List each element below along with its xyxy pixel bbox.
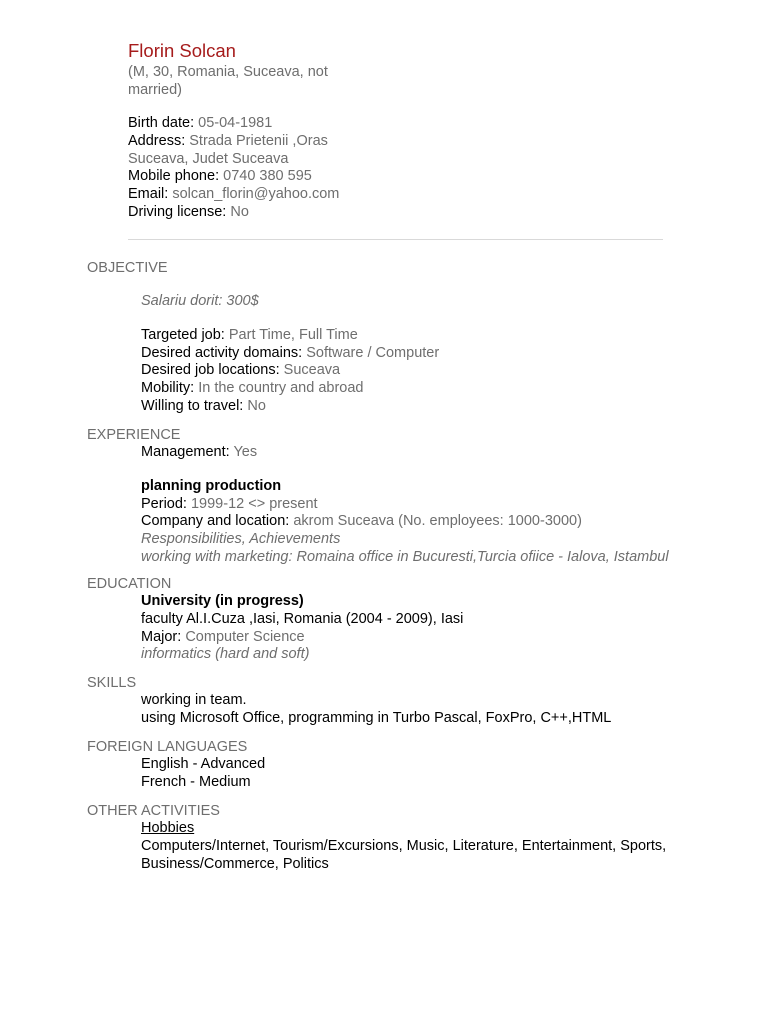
objective-row — [141, 380, 741, 398]
candidate-name: Florin Solcan — [128, 40, 236, 61]
contact-value: 0740 380 595 — [223, 168, 312, 185]
management-label: Management: — [141, 444, 230, 460]
section-heading-other-activities: OTHER ACTIVITIES — [87, 803, 220, 819]
hobbies-line: Business/Commerce, Politics — [141, 855, 329, 872]
desired-salary: Salariu dorit: 300$ — [141, 293, 259, 309]
objective-section — [141, 293, 741, 416]
objective-value: Software / Computer — [306, 344, 440, 361]
objective-value: No — [247, 397, 266, 414]
objective-label: Desired activity domains: — [141, 344, 303, 361]
education-title: University (in progress) — [141, 593, 304, 609]
objective-label: Targeted job: — [141, 326, 225, 343]
education-note: informatics (hard and soft) — [141, 646, 310, 663]
period-value: 1999-12 <> present — [190, 495, 318, 512]
management-value: Yes — [233, 444, 258, 460]
objective-value: Suceava — [283, 362, 341, 379]
contact-label: Driving license: — [128, 203, 227, 220]
objective-label: Desired job locations: — [141, 362, 280, 379]
contact-value: No — [230, 203, 249, 220]
objective-row — [141, 362, 741, 380]
header-divider — [128, 239, 663, 240]
cv-header — [128, 40, 668, 222]
objective-row — [141, 398, 741, 416]
objective-row — [141, 345, 741, 363]
hobbies-line: Computers/Internet, Tourism/Excursions, Music, Literature, Entertainment, Sports, — [141, 837, 667, 854]
language-line: French - Medium — [141, 773, 251, 790]
contact-label: Mobile phone: — [128, 168, 220, 185]
objective-label: Mobility: — [141, 380, 195, 397]
contact-label: Address: — [128, 132, 186, 149]
contact-details — [128, 115, 668, 222]
major-value: Computer Science — [185, 628, 305, 645]
period-row — [141, 496, 741, 514]
objective-value: In the country and abroad — [198, 380, 364, 397]
language-line: English - Advanced — [141, 756, 266, 772]
contact-value: solcan_florin@yahoo.com — [172, 186, 340, 203]
contact-label: Email: — [128, 186, 169, 203]
objective-value: Part Time, Full Time — [228, 326, 358, 343]
company-value: akrom Suceava (No. employees: 1000-3000) — [293, 513, 582, 530]
contact-row-driving-license — [128, 204, 668, 222]
responsibilities-text: working with marketing: Romaina office in Bucuresti,Turcia ofiice - Ialova, Istambul — [141, 548, 669, 565]
languages-section — [141, 756, 741, 792]
education-section — [141, 593, 741, 664]
candidate-summary: (M, 30, Romania, Suceava, not married) — [128, 64, 328, 98]
section-heading-skills: SKILLS — [87, 675, 137, 691]
section-heading-objective: OBJECTIVE — [87, 260, 168, 276]
company-label: Company and location: — [141, 513, 290, 530]
skills-section — [141, 692, 741, 728]
company-row — [141, 513, 741, 531]
objective-label: Willing to travel: — [141, 397, 244, 414]
major-label: Major: — [141, 628, 182, 645]
management-row — [141, 444, 741, 462]
section-heading-experience: EXPERIENCE — [87, 427, 181, 443]
job-title: planning production — [141, 477, 282, 494]
contact-row-mobile-phone — [128, 168, 668, 186]
experience-section — [141, 444, 741, 567]
contact-value: 05-04-1981 — [198, 115, 273, 131]
contact-label: Birth date: — [128, 115, 195, 131]
objective-row — [141, 327, 741, 345]
responsibilities-title: Responsibilities, Achievements — [141, 531, 341, 548]
contact-row-birth-date — [128, 115, 668, 133]
major-row — [141, 629, 741, 647]
section-heading-education: EDUCATION — [87, 576, 172, 592]
hobbies-title: Hobbies — [141, 820, 195, 836]
other-activities-section — [141, 820, 741, 873]
period-label: Period: — [141, 495, 187, 512]
skill-line: using Microsoft Office, programming in Turbo Pascal, FoxPro, C++,HTML — [141, 709, 612, 726]
contact-row-address — [128, 133, 358, 169]
contact-value: Strada Prietenii ,Oras Suceava, Judet Suceava — [128, 132, 328, 167]
education-institution: faculty Al.I.Cuza ,Iasi, Romania (2004 - 2009), Iasi — [141, 610, 464, 627]
contact-row-email — [128, 186, 668, 204]
skill-line: working in team. — [141, 692, 247, 708]
section-heading-languages: FOREIGN LANGUAGES — [87, 739, 248, 755]
